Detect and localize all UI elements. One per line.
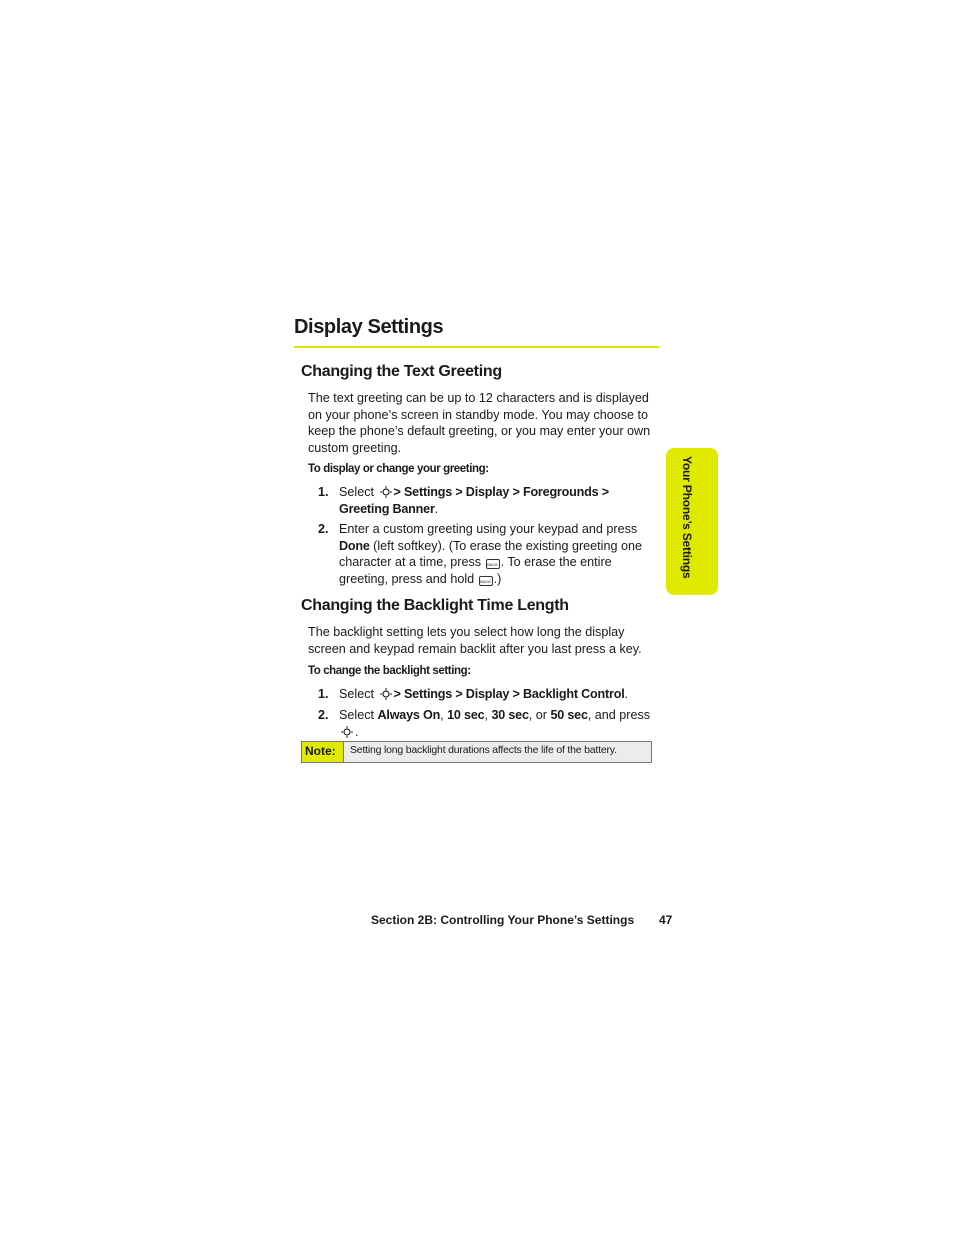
section1-heading: Changing the Text Greeting	[301, 363, 502, 380]
note-label: Note:	[302, 742, 344, 762]
section1-step2	[318, 521, 663, 587]
option-always-on: Always On	[377, 708, 441, 722]
section1-step1	[318, 484, 663, 517]
note-box	[301, 741, 652, 763]
step-end: .	[624, 687, 629, 701]
nav-key-icon	[341, 726, 353, 738]
intro-line: custom greeting.	[308, 440, 402, 455]
section2-intro	[308, 624, 668, 657]
section2-step2	[318, 707, 663, 740]
step-text: Enter a custom greeting using your keypad and press	[339, 522, 638, 536]
step-number: 1.	[318, 485, 329, 499]
separator: ,	[484, 708, 492, 722]
section-side-tab	[666, 448, 718, 595]
step-text: . To erase the entire	[500, 555, 612, 569]
nav-key-icon	[380, 688, 392, 700]
step-number: 2.	[318, 522, 329, 536]
section2-step1	[318, 686, 663, 703]
intro-line: The backlight setting lets you select how long the display	[308, 625, 625, 639]
title-underline	[294, 346, 659, 348]
step-text: .)	[493, 571, 502, 586]
intro-line: on your phone’s screen in standby mode. You may choose to	[308, 407, 649, 422]
option-10-sec: 10 sec	[447, 708, 485, 722]
footer-section: Section 2B: Controlling Your Phone’s Settings	[371, 913, 635, 927]
note-text: Setting long backlight durations affects the life of the battery.	[344, 742, 651, 762]
step-text: greeting, press and hold	[339, 571, 475, 586]
step-number: 2.	[318, 708, 329, 722]
step-text: Select	[339, 687, 375, 701]
menu-path-end: Greeting Banner	[339, 501, 435, 516]
section2-heading: Changing the Backlight Time Length	[301, 597, 569, 614]
back-key-icon: BACK	[486, 559, 500, 569]
intro-line: keep the phone’s default greeting, or you may enter your own	[308, 424, 651, 438]
nav-key-icon	[380, 486, 392, 498]
step-text: Select	[339, 485, 375, 499]
section1-subheading: To display or change your greeting:	[308, 463, 489, 475]
page-number: 47	[659, 913, 673, 927]
menu-path: > Settings > Display > Foregrounds >	[393, 485, 609, 499]
step-number: 1.	[318, 687, 329, 701]
back-key-icon: BACK	[479, 576, 493, 586]
separator: ,	[440, 708, 448, 722]
step-text: Select	[339, 708, 375, 722]
section2-subheading: To change the backlight setting:	[308, 665, 471, 677]
menu-path: > Settings > Display > Backlight Control	[393, 687, 625, 701]
step-end: .	[355, 724, 359, 739]
step-text: (left softkey). (To erase the existing greeting one	[369, 538, 642, 553]
section1-intro	[308, 390, 668, 456]
separator: , and press	[587, 708, 651, 722]
intro-line: screen and keypad remain backlit after you last press a key.	[308, 641, 642, 656]
side-tab-label: Your Phone’s Settings	[680, 456, 694, 579]
option-30-sec: 30 sec	[491, 708, 529, 722]
step-text: character at a time, press	[339, 555, 482, 569]
option-50-sec: 50 sec	[550, 708, 588, 722]
page-title: Display Settings	[294, 316, 444, 338]
softkey-done: Done	[339, 538, 370, 553]
step-end: .	[434, 501, 439, 516]
separator: , or	[528, 708, 551, 722]
intro-line: The text greeting can be up to 12 characters and is displayed	[308, 391, 649, 405]
